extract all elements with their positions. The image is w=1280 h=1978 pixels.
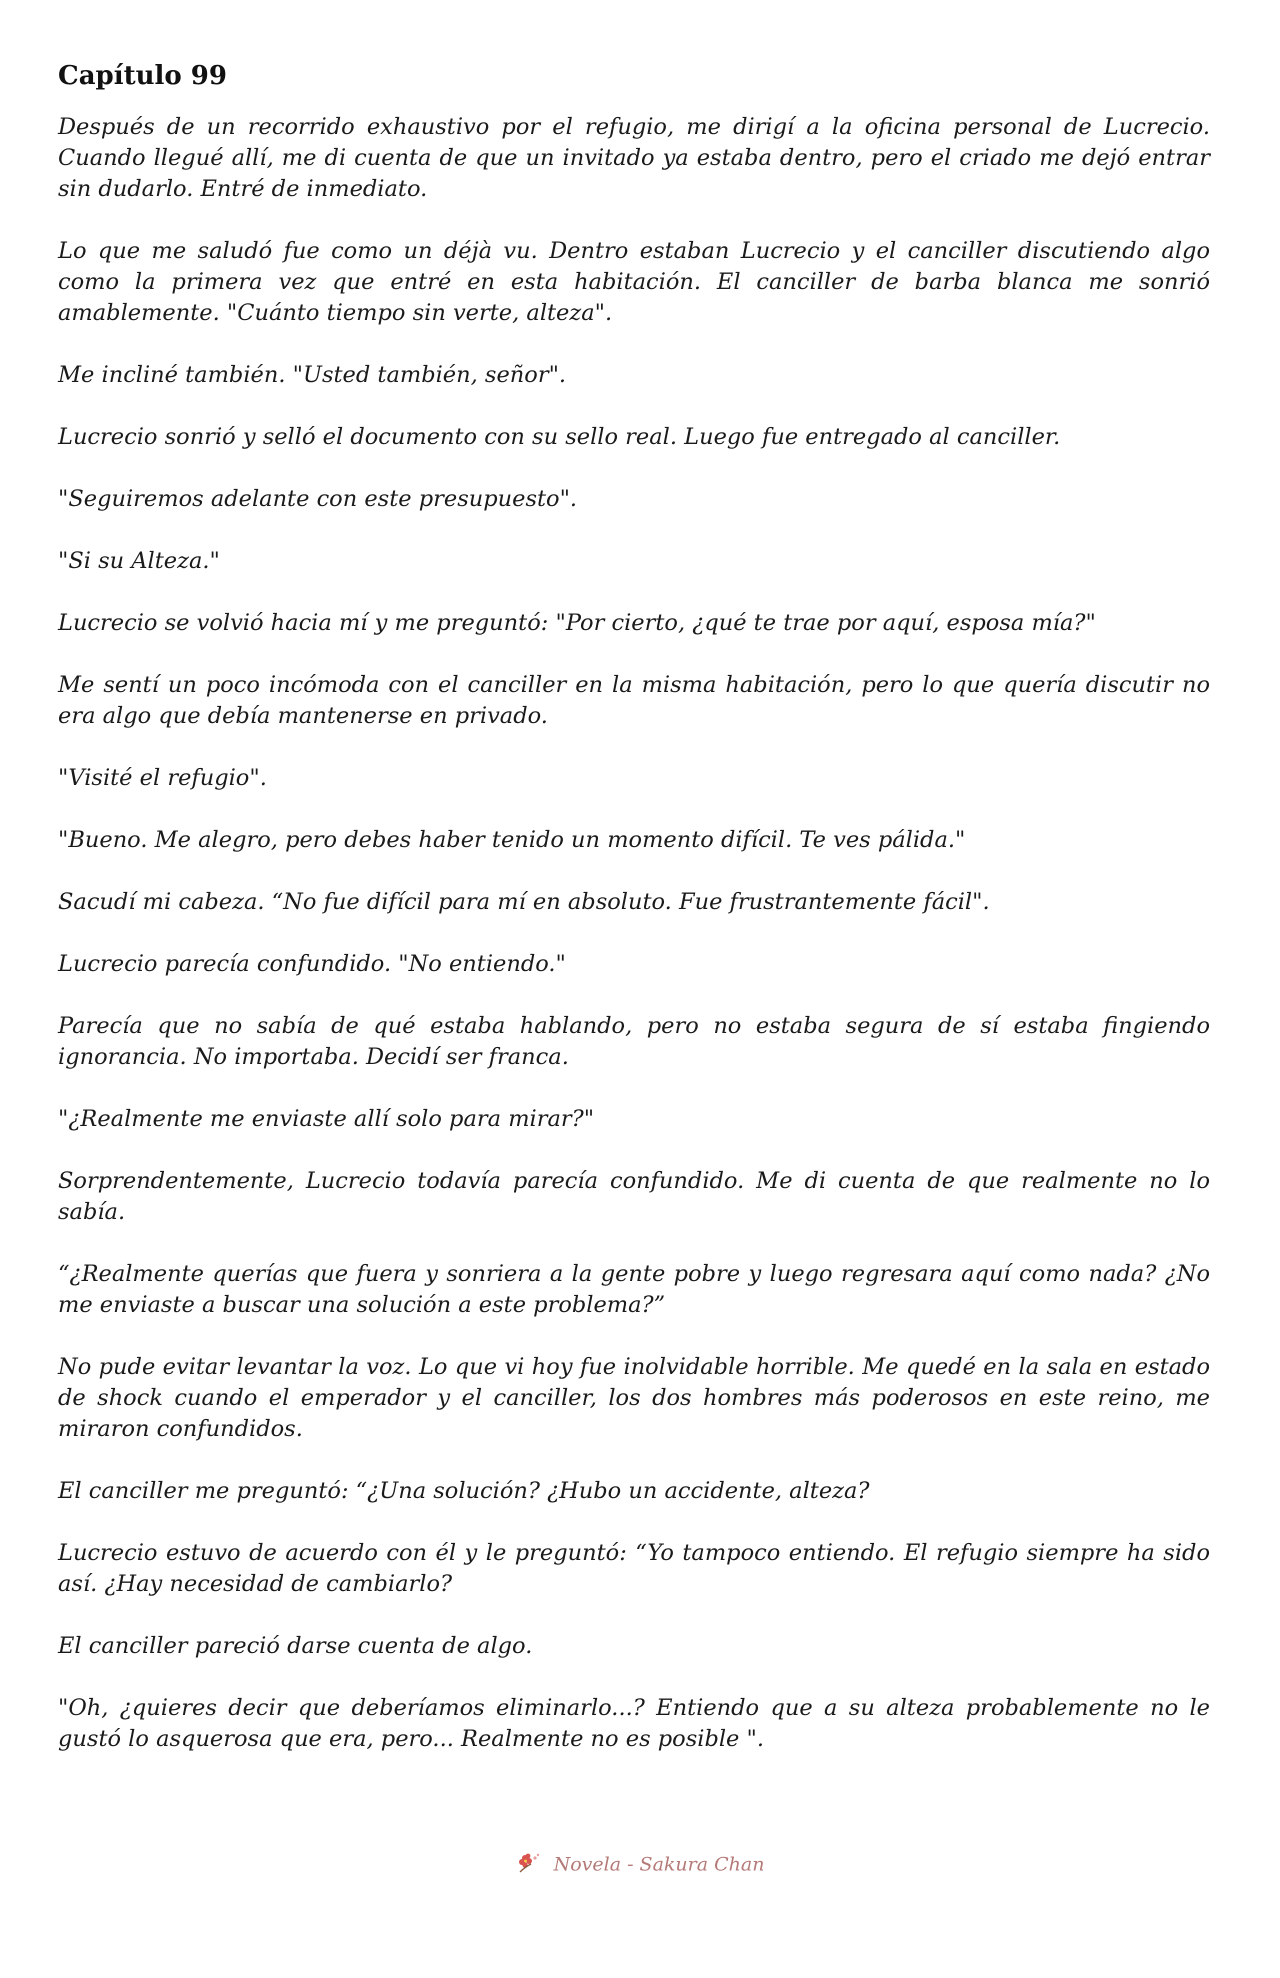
paragraph: Parecía que no sabía de qué estaba hablando, pero no estaba segura de sí estaba fingiendo ignorancia. No importaba. Decidí ser franca. [58,1013,1210,1070]
paragraph: “¿Realmente querías que fuera y sonriera a la gente pobre y luego regresara aquí como nada? ¿No me enviaste a buscar una solución a este problema?” [58,1261,1210,1318]
paragraph: "Si su Alteza." [58,548,220,574]
paragraph: "¿Realmente me enviaste allí solo para mirar?" [58,1106,595,1132]
paragraph: No pude evitar levantar la voz. Lo que vi hoy fue inolvidable horrible. Me quedé en la sala en estado de shock cuando el emperador y el canciller, los dos hombres más poderosos en este reino, me miraron confundidos. [58,1354,1210,1442]
paragraph: "Seguiremos adelante con este presupuesto". [58,486,578,512]
paragraph: Lucrecio estuvo de acuerdo con él y le preguntó: “Yo tampoco entiendo. El refugio siempre ha sido así. ¿Hay necesidad de cambiarlo? [58,1540,1210,1597]
paragraph: El canciller pareció darse cuenta de algo. [58,1633,533,1659]
document-page [58,56,1210,1786]
paragraph: Después de un recorrido exhaustivo por el refugio, me dirigí a la oficina personal de Lucrecio. Cuando llegué allí, me di cuenta de que un invitado ya estaba dentro, pero el criado me dejó entrar sin dudarlo. Entré de inmediato. [58,114,1210,202]
sakura-flower-icon [516,1852,542,1879]
paragraph: Sorprendentemente, Lucrecio todavía parecía confundido. Me di cuenta de que realmente no lo sabía. [58,1168,1210,1225]
paragraph: El canciller me preguntó: “¿Una solución? ¿Hubo un accidente, alteza? [58,1478,870,1504]
paragraph: Me sentí un poco incómoda con el canciller en la misma habitación, pero lo que quería discutir no era algo que debía mantenerse en privado. [58,672,1210,729]
paragraph: Sacudí mi cabeza. “No fue difícil para mí en absoluto. Fue frustrantemente fácil". [58,889,990,915]
footer-text: Novela - Sakura Chan [553,1853,765,1876]
paragraph: Lucrecio sonrió y selló el documento con su sello real. Luego fue entregado al canciller. [58,424,1061,450]
footer-watermark [0,1852,1280,1879]
paragraph: Me incliné también. "Usted también, señor". [58,362,567,388]
paragraph: "Bueno. Me alegro, pero debes haber tenido un momento difícil. Te ves pálida." [58,827,966,853]
paragraph: Lo que me saludó fue como un déjà vu. Dentro estaban Lucrecio y el canciller discutiendo algo como la primera vez que entré en esta habitación. El canciller de barba blanca me sonrió amablemente. "Cuánto tiempo sin verte, alteza". [58,238,1210,326]
paragraph: "Oh, ¿quieres decir que deberíamos eliminarlo...? Entiendo que a su alteza probablemente no le gustó lo asquerosa que era, pero... Realmente no es posible ". [58,1695,1210,1752]
paragraph: Lucrecio parecía confundido. "No entiendo." [58,951,566,977]
paragraph: "Visité el refugio". [58,765,267,791]
chapter-title: Capítulo 99 [58,61,227,91]
paragraph: Lucrecio se volvió hacia mí y me preguntó: "Por cierto, ¿qué te trae por aquí, esposa mía?" [58,610,1096,636]
